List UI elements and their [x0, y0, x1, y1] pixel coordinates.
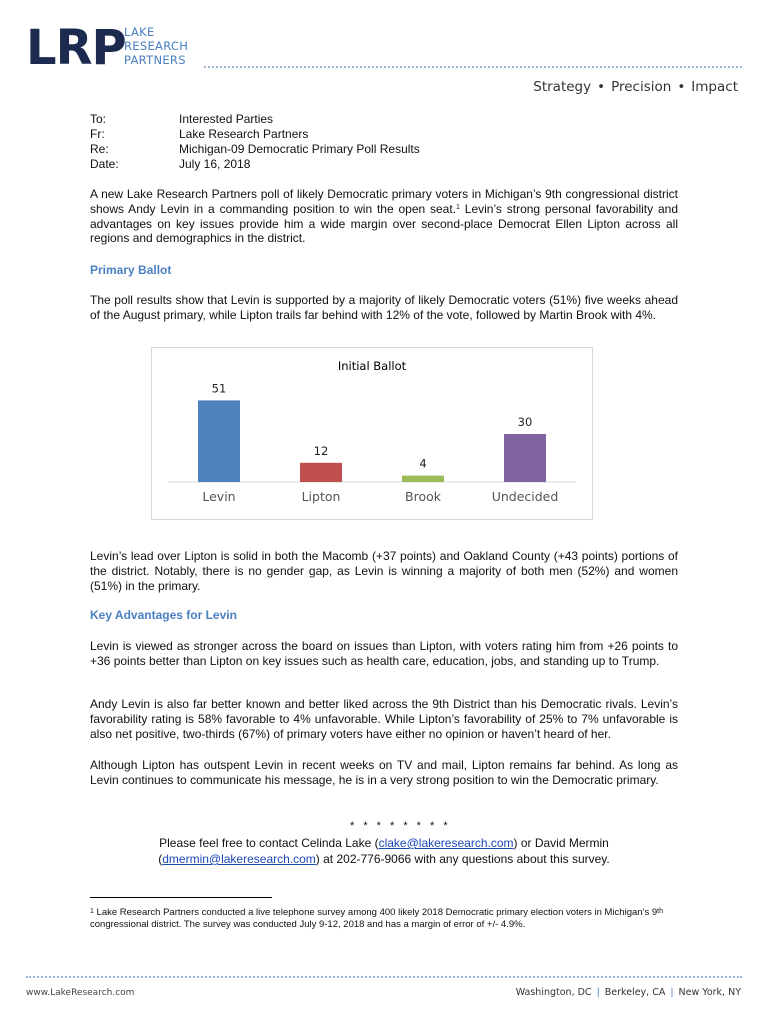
spending-paragraph: Although Lipton has outspent Levin in recent weeks on TV and mail, Lipton remains far behind. As long as Levin continues to communicate his message, he is in a very strong position to win the Democratic primary.: [90, 758, 678, 787]
bar-brook: [402, 476, 444, 482]
chart-svg: [152, 348, 592, 519]
header-dotted-rule: [204, 66, 742, 68]
tagline-precision: Precision: [611, 79, 672, 95]
memo-from-row: [90, 127, 420, 142]
email-link-dmermin[interactable]: dmermin@lakeresearch.com: [162, 852, 316, 866]
data-label-levin: 51: [211, 381, 227, 396]
lead-paragraph: Levin’s lead over Lipton is solid in both the Macomb (+37 points) and Oakland County (+43 points) portions of the district. Notably, there is no gender gap, as Levin is winning a majority of both men (52%) and women (51%) in the primary.: [90, 549, 678, 593]
favorability-paragraph: Andy Levin is also far better known and better liked across the 9th District than his Democratic rivals. Levin’s favorability rating is 58% favorable to 4% unfavorable. While Lipton’s favorability of 25% to 7% unfavorable is also net positive, two-thirds (67%) of primary voters have either no opinion or haven’t heard of her.: [90, 697, 678, 741]
section-stars: * * * * * * * *: [350, 820, 451, 832]
memo-re-value: Michigan-09 Democratic Primary Poll Results: [179, 142, 420, 156]
logo-word-partners: PARTNERS: [124, 53, 186, 67]
memo-date-key: Date:: [90, 157, 119, 171]
logo-mark: LRP: [26, 20, 126, 76]
heading-key-advantages: Key Advantages for Levin: [90, 608, 237, 622]
memo-from-key: Fr:: [90, 127, 105, 141]
bar-lipton: [300, 463, 342, 482]
category-label-lipton: Lipton: [301, 489, 341, 504]
issues-paragraph: Levin is viewed as stronger across the board on issues than Lipton, with voters rating him from +26 points to +36 points better than Lipton on key issues such as health care, education, jobs, and standing up to Trump.: [90, 639, 678, 668]
intro-text-a: A new Lake Research Partners poll of likely Democratic primary voters in Michigan’s 9th congressional district shows Andy Levin in a commanding position to win the open seat.: [90, 187, 678, 216]
tagline-separator: •: [677, 79, 686, 95]
footnote-number: 1: [90, 908, 94, 915]
category-label-undecided: Undecided: [491, 489, 559, 504]
contact-text-3: ) at 202-776-9066 with any questions about this survey.: [315, 852, 610, 866]
contact-text-2: ) or David Mermin (: [158, 836, 609, 866]
footnote-ref: 1: [456, 203, 460, 211]
category-label-brook: Brook: [405, 489, 441, 504]
memo-date-value: July 16, 2018: [179, 157, 251, 171]
footnote-text-a: Lake Research Partners conducted a live telephone survey among 400 likely 2018 Democratic primary election voters in Michigan’s 9: [93, 907, 658, 918]
footnote: [90, 907, 678, 931]
footer-separator: |: [596, 987, 600, 998]
footer-offices: [516, 987, 741, 998]
bar-levin: [198, 400, 240, 482]
data-label-brook: 4: [419, 456, 427, 471]
footer-office-newyork: New York, NY: [678, 987, 741, 998]
footer-office-berkeley: Berkeley, CA: [604, 987, 666, 998]
memo-header: [90, 112, 420, 172]
memo-to-key: To:: [90, 112, 107, 126]
contact-text-1: Please feel free to contact Celinda Lake (: [159, 836, 379, 850]
logo-word-research: RESEARCH: [124, 39, 189, 53]
footer-office-dc: Washington, DC: [515, 987, 592, 998]
tagline-strategy: Strategy: [533, 79, 592, 95]
tagline: [533, 79, 738, 95]
footer-dotted-rule: [26, 976, 742, 978]
footnote-rule: [90, 897, 272, 898]
category-label-levin: Levin: [202, 489, 236, 504]
intro-text-b: Levin’s strong personal favorability and advantages on key issues provide him a wide margin over second-place Democrat Ellen Lipton across all regions and demographics in the district.: [90, 201, 678, 246]
footer-website: www.LakeResearch.com: [26, 988, 135, 998]
footer-separator: |: [670, 987, 674, 998]
memo-to-row: [90, 112, 420, 127]
initial-ballot-chart: [151, 347, 593, 520]
intro-paragraph: [90, 187, 678, 246]
logo-wordmark: [124, 25, 188, 67]
heading-primary-ballot: Primary Ballot: [90, 263, 172, 277]
bar-undecided: [504, 434, 546, 482]
data-label-lipton: 12: [313, 443, 329, 458]
memo-from-value: Lake Research Partners: [179, 127, 309, 141]
memo-date-row: [90, 157, 420, 172]
memo-re-key: Re:: [90, 142, 109, 156]
footnote-text-b: congressional district. The survey was conducted July 9-12, 2018 and has a margin of error of +/- 4.9%.: [90, 919, 526, 930]
memo-to-value: Interested Parties: [179, 112, 274, 126]
logo-word-lake: LAKE: [124, 25, 155, 39]
contact-paragraph: [90, 835, 678, 867]
chart-title: Initial Ballot: [337, 359, 407, 373]
footnote-superscript: th: [657, 908, 664, 915]
tagline-separator: •: [597, 79, 606, 95]
ballot-paragraph: The poll results show that Levin is supported by a majority of likely Democratic voters (51%) five weeks ahead of the August primary, while Lipton trails far behind with 12% of the vote, followed by Martin Brook with 4%.: [90, 293, 678, 322]
email-link-clake[interactable]: clake@lakeresearch.com: [378, 836, 514, 850]
tagline-impact: Impact: [691, 79, 738, 95]
data-label-undecided: 30: [517, 415, 533, 429]
memo-re-row: [90, 142, 420, 157]
